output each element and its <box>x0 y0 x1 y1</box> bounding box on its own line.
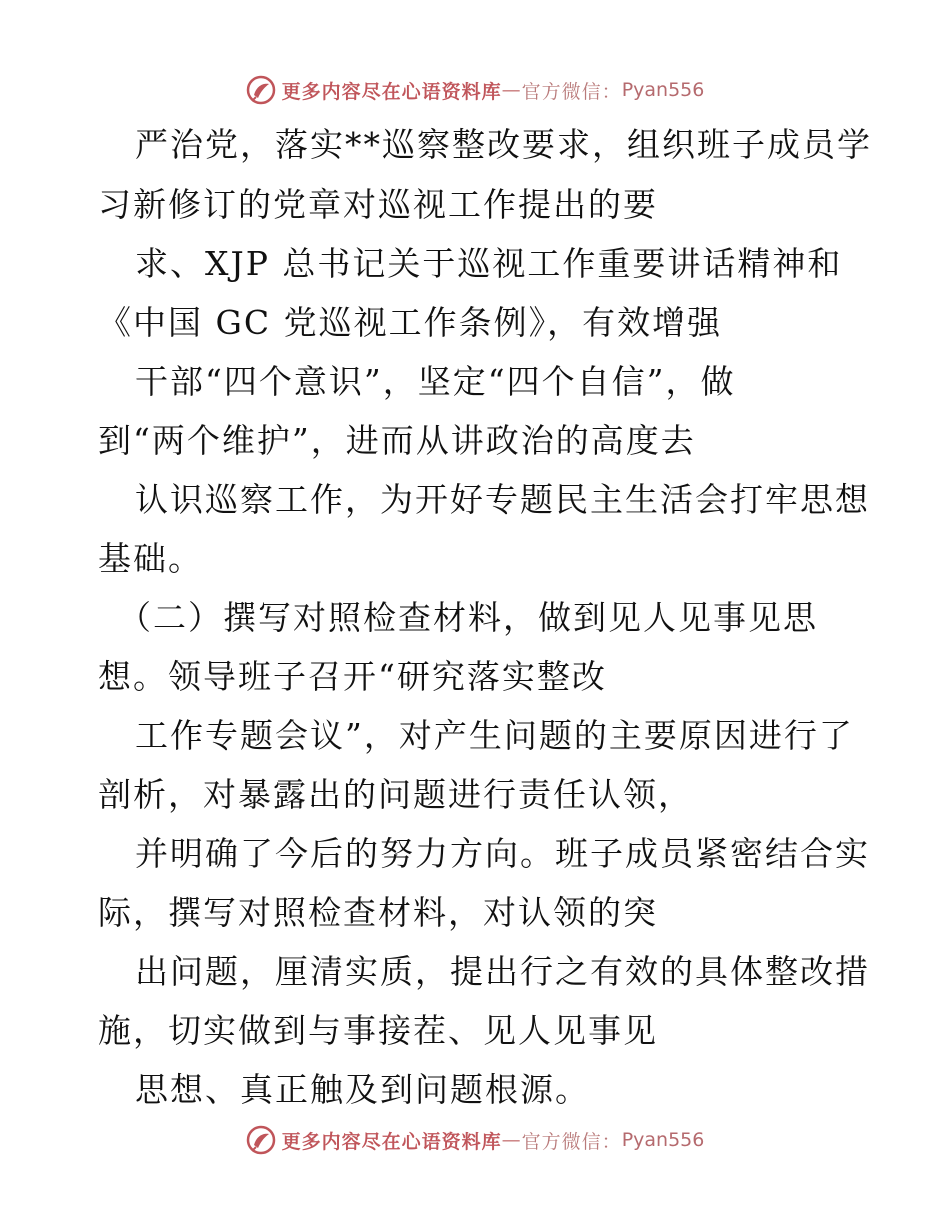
body-line: 施，切实做到与事接茬、见人见事见 <box>98 1011 658 1050</box>
body-line: 认识巡察工作，为开好专题民主生活会打牢思想 <box>135 480 870 519</box>
brand-logo-icon <box>246 75 276 105</box>
body-line: 到“两个维护”，进而从讲政治的高度去 <box>98 421 696 460</box>
body-line: 际，撰写对照检查材料，对认领的突 <box>98 893 658 932</box>
watermark-account: Pyan556 <box>621 79 705 101</box>
watermark-brand-text: 更多内容尽在心语资料库 <box>281 80 502 103</box>
body-line: 求、XJP 总书记关于巡视工作重要讲话精神和 <box>135 244 843 283</box>
body-line: 《中国 GC 党巡视工作条例》，有效增强 <box>98 303 723 342</box>
body-line: 思想、真正触及到问题根源。 <box>135 1070 590 1109</box>
body-line: 出问题，厘清实质，提出行之有效的具体整改措 <box>135 952 870 991</box>
section-heading: （二）撰写对照检查材料，做到见人见事见思 <box>118 598 818 637</box>
footer-watermark <box>0 1120 950 1160</box>
body-line: 干部“四个意识”，坚定“四个自信”，做 <box>135 362 736 401</box>
watermark-label: 官方微信： <box>521 1130 622 1153</box>
body-line: 习新修订的党章对巡视工作提出的要 <box>98 185 658 224</box>
body-line: 并明确了今后的努力方向。班子成员紧密结合实 <box>135 834 870 873</box>
body-line: 剖析，对暴露出的问题进行责任认领， <box>98 775 693 814</box>
body-line: 工作专题会议”，对产生问题的主要原因进行了 <box>135 716 854 755</box>
watermark-label: 官方微信： <box>521 80 622 103</box>
header-watermark <box>0 70 950 110</box>
watermark-separator: — <box>501 79 522 101</box>
watermark-account: Pyan556 <box>621 1129 705 1151</box>
brand-logo-icon <box>246 1125 276 1155</box>
watermark-separator: — <box>501 1129 522 1151</box>
body-line: 基础。 <box>98 539 203 578</box>
body-line: 严治党，落实**巡察整改要求，组织班子成员学 <box>135 125 872 164</box>
body-line: 想。领导班子召开“研究落实整改 <box>98 657 607 696</box>
watermark-brand-text: 更多内容尽在心语资料库 <box>281 1130 502 1153</box>
